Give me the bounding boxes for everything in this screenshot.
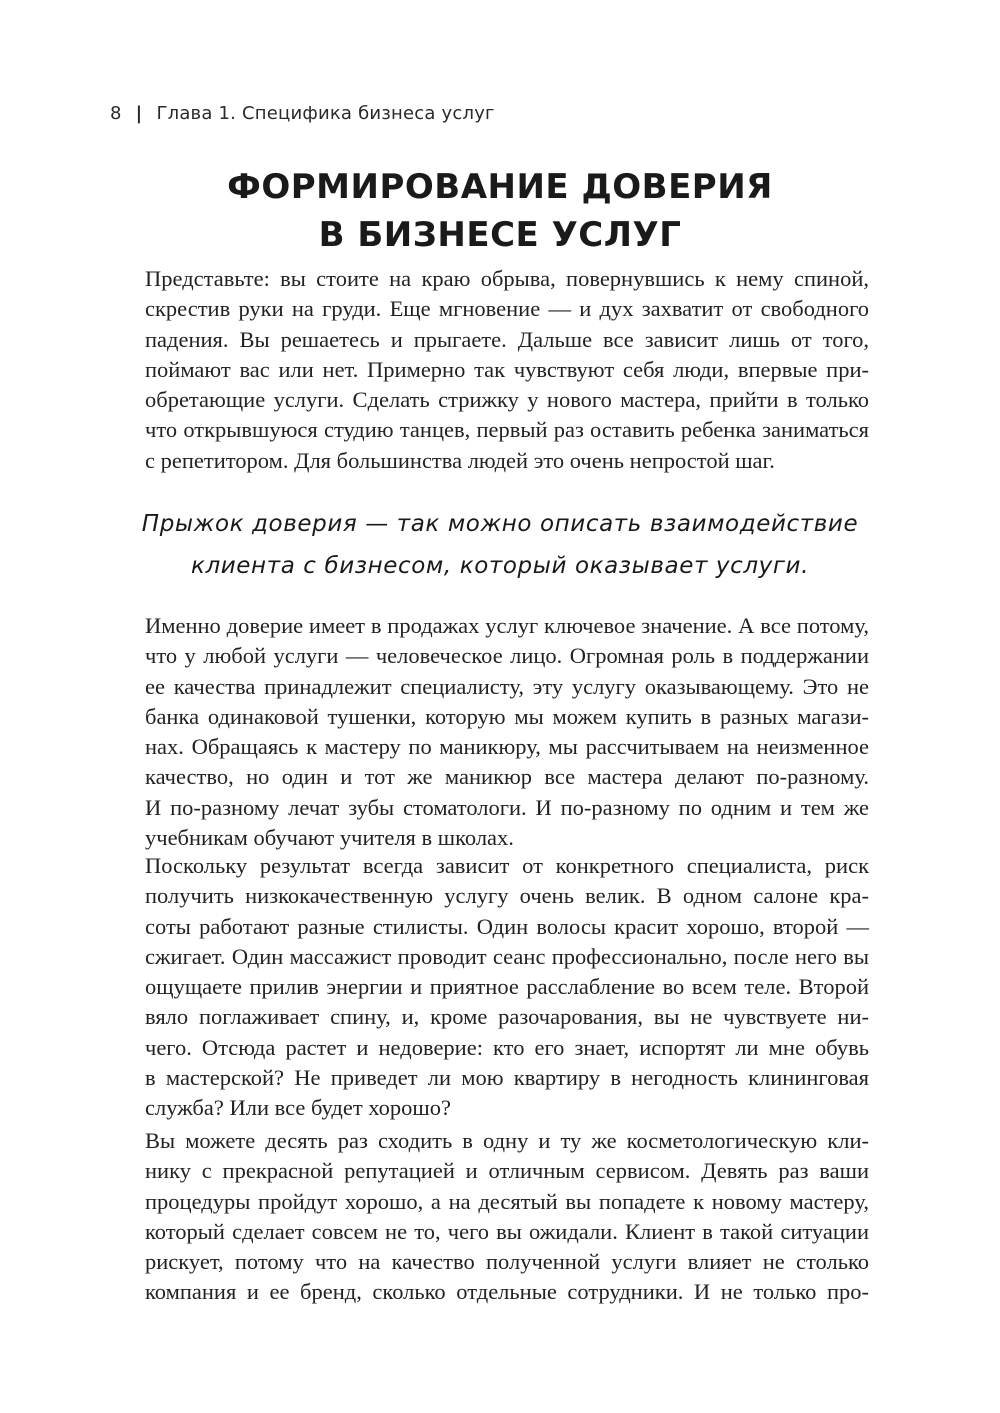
- pull-quote: [0, 503, 1000, 587]
- paragraph-line: нах. Обращаясь к мастеру по маникюру, мы рассчитываем на неизменное: [145, 734, 869, 760]
- paragraph-line: соты работают разные стилисты. Один волосы красит хорошо, второй —: [145, 913, 869, 939]
- header-separator: |: [135, 103, 143, 124]
- paragraph-line: качество, но один и тот же маникюр все мастера делают по-разному.: [145, 764, 869, 790]
- paragraph-line: скрестив руки на груди. Еще мгновение — и дух захватит от свободного: [145, 296, 869, 322]
- paragraph-line: Именно доверие имеет в продажах услуг ключевое значение. А все потому,: [145, 613, 869, 638]
- paragraph-1: [145, 264, 869, 476]
- paragraph-line: падения. Вы решаетесь и прыгаете. Дальше все зависит лишь от того,: [145, 326, 869, 352]
- paragraph-2: [145, 611, 869, 853]
- pull-quote-line-1: Прыжок доверия — так можно описать взаимодействие: [141, 511, 859, 537]
- paragraph-line: служба? Или все будет хорошо?: [145, 1095, 451, 1121]
- paragraph-line: который сделает совсем не то, чего вы ожидали. Клиент в такой ситуации: [145, 1218, 869, 1244]
- paragraph-line: Поскольку результат всегда зависит от конкретного специалиста, риск: [145, 853, 869, 878]
- paragraph-line: Вы можете десять раз сходить в одну и ту же косметологическую кли-: [145, 1128, 869, 1153]
- paragraph-line: ощущаете прилив энергии и приятное расслабление во всем теле. Второй: [145, 974, 869, 1000]
- paragraph-4: [145, 1126, 869, 1308]
- paragraph-line: вяло поглаживает спину, и, кроме разочарования, вы не чувствуете ни-: [145, 1004, 869, 1030]
- paragraph-line: чего. Отсюда растет и недоверие: кто его знает, испортят ли мне обувь: [145, 1034, 869, 1060]
- section-title: [0, 163, 1000, 259]
- paragraph-3: [145, 851, 869, 1124]
- paragraph-line: с репетитором. Для большинства людей это очень непростой шаг.: [145, 447, 775, 473]
- pull-quote-line-2: клиента с бизнесом, который оказывает услуги.: [190, 553, 810, 579]
- paragraph-line: получить низкокачественную услугу очень велик. В одном салоне кра-: [145, 883, 869, 909]
- paragraph-line: что открывшуюся студию танцев, первый раз оставить ребенка заниматься: [145, 417, 869, 443]
- paragraph-line: нику с прекрасной репутацией и отличным сервисом. Девять раз ваши: [145, 1158, 869, 1184]
- paragraph-line: обретающие услуги. Сделать стрижку у нового мастера, прийти в только: [145, 387, 869, 413]
- paragraph-line: ее качества принадлежит специалисту, эту услугу оказывающему. Это не: [145, 673, 869, 699]
- paragraph-line: что у любой услуги — человеческое лицо. Огромная роль в поддержании: [145, 643, 869, 669]
- page-number: 8: [110, 103, 122, 124]
- paragraph-line: Представьте: вы стоите на краю обрыва, повернувшись к нему спиной,: [145, 266, 869, 291]
- paragraph-line: в мастерской? Не приведет ли мою квартиру в негодность клининговая: [145, 1065, 869, 1091]
- section-title-line-1: ФОРМИРОВАНИЕ ДОВЕРИЯ: [227, 167, 773, 207]
- paragraph-line: сжигает. Один массажист проводит сеанс профессионально, после него вы: [145, 943, 869, 969]
- paragraph-line: процедуры пройдут хорошо, а на десятый вы попадете к новому мастеру,: [145, 1188, 869, 1214]
- running-header: [110, 103, 495, 124]
- paragraph-line: поймают вас или нет. Примерно так чувствуют себя люди, впервые при-: [145, 356, 869, 382]
- paragraph-line: учебникам обучают учителя в школах.: [145, 825, 514, 851]
- paragraph-line: банка одинаковой тушенки, которую мы можем купить в разных магази-: [145, 703, 869, 729]
- paragraph-line: рискует, потому что на качество полученной услуги влияет не столько: [145, 1249, 869, 1275]
- section-title-line-2: В БИЗНЕСЕ УСЛУГ: [318, 215, 682, 255]
- paragraph-line: И по-разному лечат зубы стоматологи. И по-разному по одним и тем же: [145, 794, 869, 820]
- chapter-title: Глава 1. Специфика бизнеса услуг: [156, 103, 495, 124]
- paragraph-line: компания и ее бренд, сколько отдельные сотрудники. И не только про-: [145, 1279, 869, 1305]
